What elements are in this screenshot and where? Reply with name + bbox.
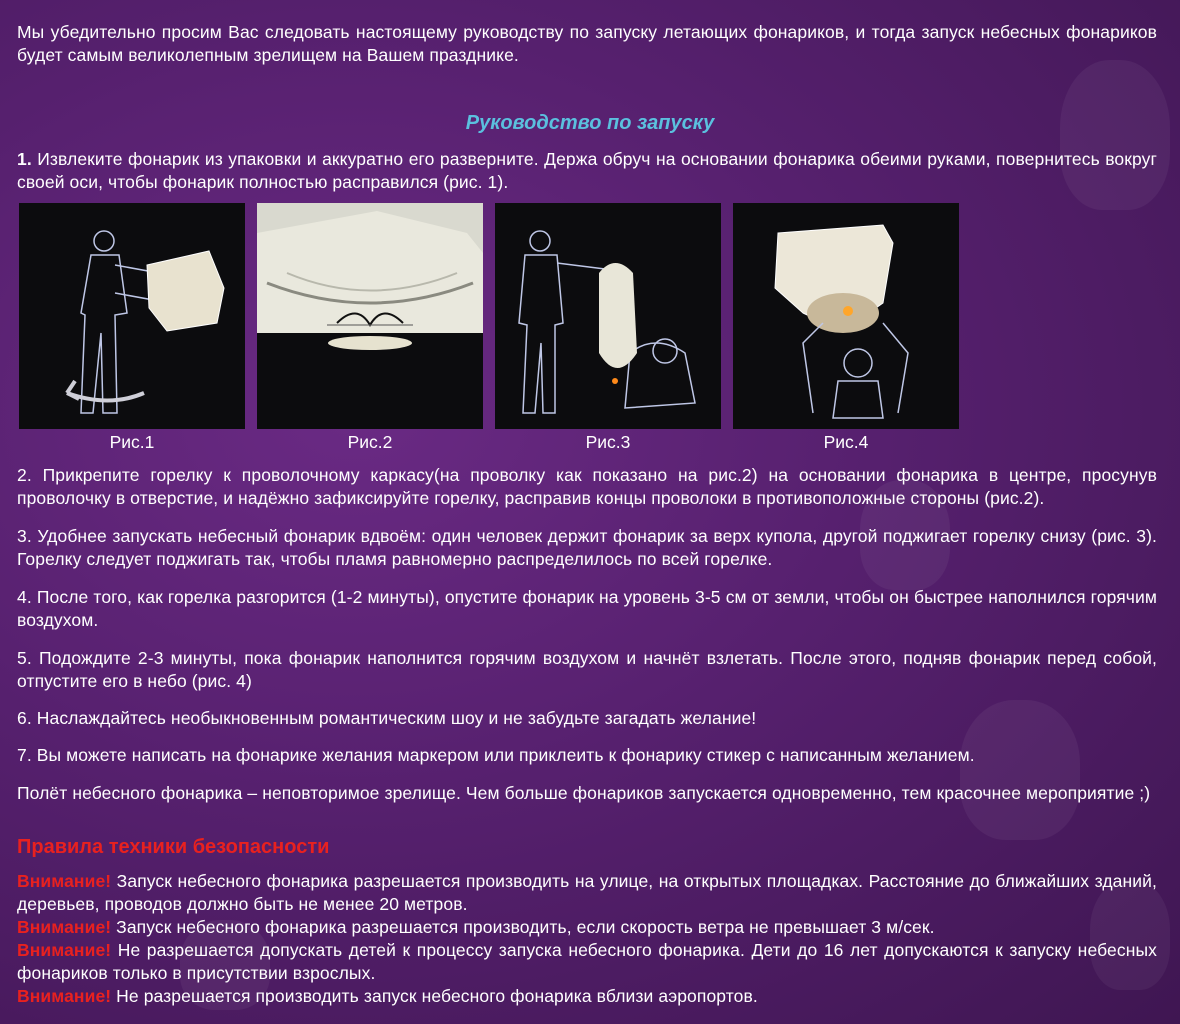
step-1-number: 1.	[17, 149, 32, 169]
warning-text: Запуск небесного фонарика разрешается производить, если скорость ветра не превышает 3 м/сек.	[111, 917, 935, 937]
warning-item	[17, 916, 1157, 939]
step-2: 2. Прикрепите горелку к проволочному каркасу(на проволку как показано на рис.2) на основании фонарика в центре, просунув проволочку в отверстие, и надёжно зафиксируйте горелку, расправив концы проволоки в противоположные стороны (рис.2).	[17, 465, 1157, 508]
step-6: 6. Наслаждайтесь необыкновенным романтическим шоу и не забудьте загадать желание!	[17, 708, 757, 728]
warning-label: Внимание!	[17, 917, 112, 937]
warning-text: Не разрешается допускать детей к процессу запуска небесного фонарика. Дети до 16 лет допускаются к запуску небесных фонариков только в присутствии взрослых.	[17, 940, 1157, 983]
figure-1-image	[19, 203, 245, 429]
step-5: 5. Подождите 2-3 минуты, пока фонарик наполнится горячим воздухом и начнёт взлетать. После этого, подняв фонарик перед собой, отпустите его в небо (рис. 4)	[17, 648, 1157, 691]
figure-3-image	[495, 203, 721, 429]
warning-item	[17, 939, 1157, 985]
figure-4-image	[733, 203, 959, 429]
step-3: 3. Удобнее запускать небесный фонарик вдвоём: один человек держит фонарик за верх купола, другой поджигает горелку снизу (рис. 3). Горелку следует поджигать так, чтобы пламя равномерно распределилось по всей горелке.	[17, 526, 1157, 569]
step-4: 4. После того, как горелка разгорится (1-2 минуты), опустите фонарик на уровень 3-5 см от земли, чтобы он быстрее наполнился горячим воздухом.	[17, 587, 1157, 630]
safety-title: Правила техники безопасности	[17, 836, 330, 858]
warning-label: Внимание!	[17, 871, 112, 891]
warning-label: Внимание!	[17, 986, 112, 1006]
figure-1-caption: Рис.1	[109, 432, 155, 452]
figure-3-caption: Рис.3	[585, 432, 631, 452]
warning-text: Не разрешается производить запуск небесного фонарика вблизи аэропортов.	[111, 986, 758, 1006]
warning-text: Запуск небесного фонарика разрешается производить на улице, на открытых площадках. Расстояние до ближайших зданий, деревьев, проводов должно быть не менее 20 метров.	[17, 871, 1157, 914]
intro-paragraph: Мы убедительно просим Вас следовать настоящему руководству по запуску летающих фонариков, и тогда запуск небесных фонариков будет самым великолепным зрелищем на Вашем празднике.	[17, 22, 1157, 65]
warning-item	[17, 870, 1157, 916]
step-1	[17, 148, 1157, 194]
figure-2-caption: Рис.2	[347, 432, 393, 452]
warning-label: Внимание!	[17, 940, 112, 960]
step-1-text: Извлеките фонарик из упаковки и аккуратно его разверните. Держа обруч на основании фонарика обеими руками, повернитесь вокруг своей оси, чтобы фонарик полностью расправился (рис. 1).	[17, 149, 1157, 192]
step-7: 7. Вы можете написать на фонарике желания маркером или приклеить к фонарику стикер с написанным желанием.	[17, 745, 975, 765]
figure-4-caption: Рис.4	[823, 432, 869, 452]
closing-paragraph: Полёт небесного фонарика – неповторимое зрелище. Чем больше фонариков запускается одновременно, тем красочнее мероприятие ;)	[17, 783, 1151, 803]
warning-item	[17, 985, 1157, 1008]
guide-title: Руководство по запуску	[465, 112, 715, 134]
figure-2-image	[257, 203, 483, 429]
safety-warnings	[17, 870, 1157, 1008]
